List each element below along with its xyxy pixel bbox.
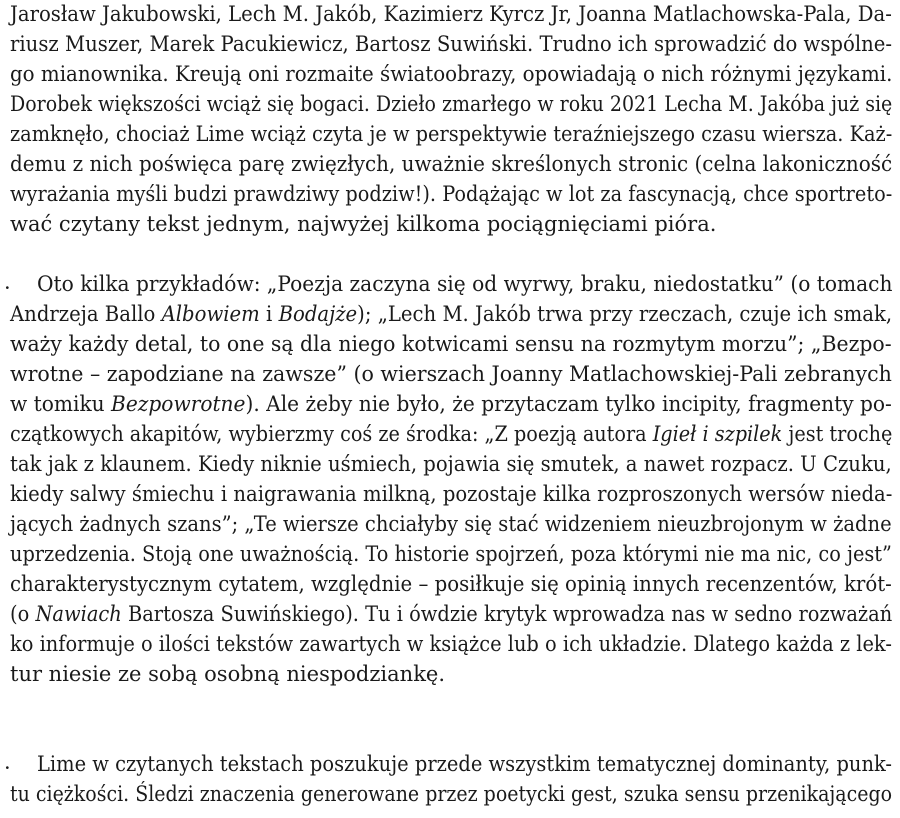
italic-title: Bodajże xyxy=(278,302,358,326)
text-line: tur niesie ze sobą osobną niespodziankę. xyxy=(10,662,446,686)
text-line: riusz Muszer, Marek Pacukiewicz, Bartosz Suwiński. Trudno ich sprowadzić do wspólne- xyxy=(10,32,893,56)
text-line: uprzedzenia. Stoją one uważnością. To historie spojrzeń, poza którymi nie ma nic, co jest” xyxy=(10,542,892,566)
text-line: zamknęło, chociaż Lime wciąż czyta je w perspektywie teraźniejszego czasu wiersza. Każ- xyxy=(10,122,893,146)
paragraph-bullet: · xyxy=(4,276,11,300)
text-line: (o Nawiach Bartosza Suwińskiego). Tu i ówdzie krytyk wprowadza nas w sedno rozważań xyxy=(10,602,893,626)
text-line: Lime w czytanych tekstach poszukuje przede wszystkim tematycznej dominanty, punk- xyxy=(37,752,893,776)
paragraph-bullet: · xyxy=(4,756,11,780)
text-line: jących żadnych szans”; „Te wiersze chciałyby się stać widzeniem nieuzbrojonym w żadne xyxy=(10,512,892,536)
text-line: wyrażania myśli budzi prawdziwy podziw!). Podążając w lot za fascynacją, chce sportreto- xyxy=(10,182,893,206)
text-line: tak jak z klaunem. Kiedy niknie uśmiech, pojawia się smutek, a nawet rozpacz. U Czuku, xyxy=(10,452,892,476)
italic-title: Bezpowrotne xyxy=(111,392,246,416)
text-line: tu ciężkości. Śledzi znaczenia generowane przez poetycki gest, szuka sensu przenikającego xyxy=(10,782,893,806)
italic-title: Albowiem xyxy=(161,302,260,326)
text-line: kiedy salwy śmiechu i naigrawania milkną, pozostaje kilka rozproszonych wersów nieda- xyxy=(10,482,893,506)
text-line: w tomiku Bezpowrotne). Ale żeby nie było, że przytaczam tylko incipity, fragmenty po- xyxy=(10,392,892,416)
italic-title: Igieł i szpilek xyxy=(652,422,783,446)
text-line: charakterystycznym cytatem, względnie – posiłkuje się opinią innych recenzentów, krót- xyxy=(10,572,892,596)
text-line: ko informuje o ilości tekstów zawartych w książce lub o ich układzie. Dlatego każda z lek- xyxy=(10,632,892,656)
text-line: Andrzeja Ballo Albowiem i Bodajże); „Lech M. Jakób trwa przy rzeczach, czuje ich smak, xyxy=(10,302,893,326)
text-line: Dorobek większości wciąż się bogaci. Dzieło zmarłego w roku 2021 Lecha M. Jakóba już się xyxy=(10,92,893,116)
text-line: wać czytany tekst jednym, najwyżej kilkoma pociągnięciami pióra. xyxy=(10,212,717,236)
text-line: waży każdy detal, to one są dla niego kotwicami sensu na rozmytym morzu”; „Bezpo- xyxy=(10,332,892,356)
italic-title: Nawiach xyxy=(35,602,122,626)
text-line: czątkowych akapitów, wybierzmy coś ze środka: „Z poezją autora Igieł i szpilek jest trochę xyxy=(10,422,893,446)
text-line: wrotne – zapodziane na zawsze” (o wierszach Joanny Matlachowskiej-Pali zebranych xyxy=(10,362,892,386)
text-line: go mianownika. Kreują oni rozmaite światoobrazy, opowiadają o nich różnymi językami. xyxy=(10,62,893,86)
text-line: Jarosław Jakubowski, Lech M. Jakób, Kazimierz Kyrcz Jr, Joanna Matlachowska-Pala, Da- xyxy=(10,2,892,26)
text-line: Oto kilka przykładów: „Poezja zaczyna się od wyrwy, braku, niedostatku” (o tomach xyxy=(37,272,893,296)
text-line: demu z nich poświęca parę zwięzłych, uważnie skreślonych stronic (celna lakoniczność xyxy=(10,152,893,176)
